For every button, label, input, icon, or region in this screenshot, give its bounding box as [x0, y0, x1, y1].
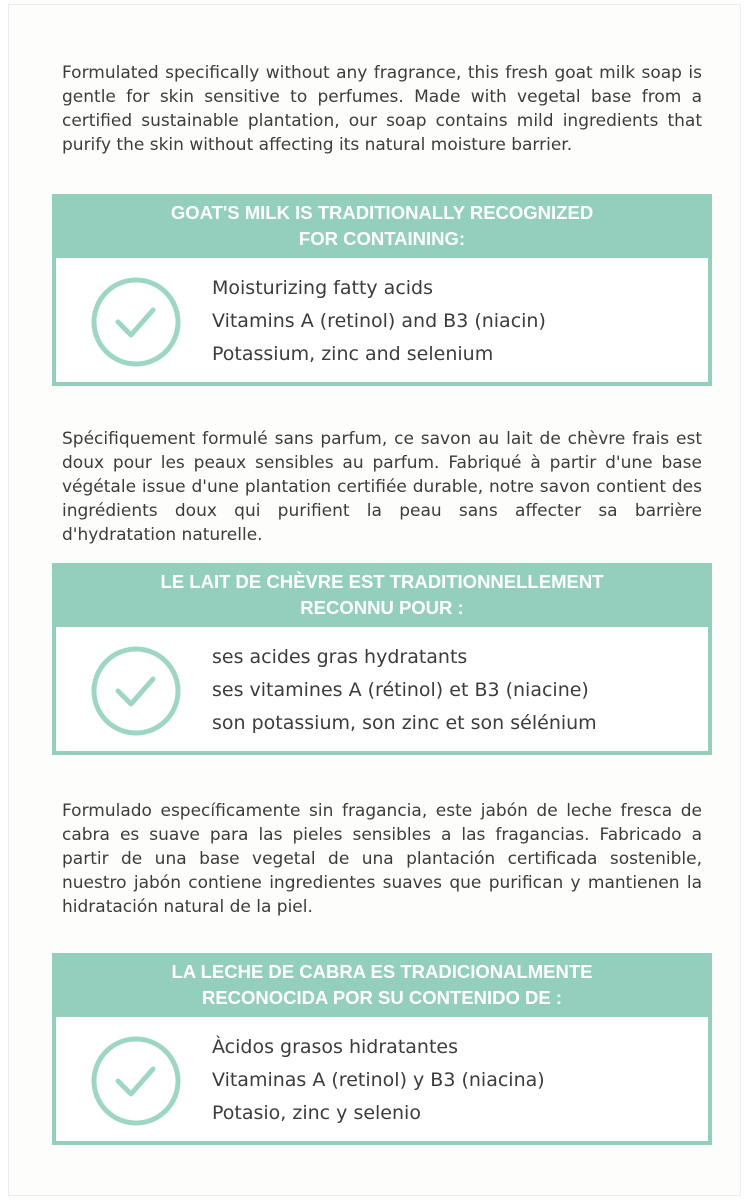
benefits-panel-french	[52, 563, 712, 755]
benefits-panel-spanish	[52, 953, 712, 1145]
panel-heading-line-2: RECONNU POUR :	[300, 597, 464, 618]
benefit-item: Potassium, zinc and selenium	[212, 343, 494, 365]
panel-heading-line-1: LE LAIT DE CHÈVRE EST TRADITIONNELLEMENT	[160, 571, 604, 592]
description-spanish: Formulado específicamente sin fragancia, este jabón de leche fresca de cabra es suave para las pieles sensibles a las fragancias. Fabricado a partir de una base vegetal de una plantación certificada sostenible, nuestro jabón contiene ingredientes suaves que purifican y mantienen la hidratación natural de la piel.	[62, 801, 702, 917]
check-circle-icon	[90, 276, 182, 368]
benefit-item: Àcidos grasos hidratantes	[212, 1036, 458, 1058]
description-french: Spécifiquement formulé sans parfum, ce savon au lait de chèvre frais est doux pour les peaux sensibles au parfum. Fabriqué à partir d'une base végétale issue d'une plantation certifiée durable, notre savon contient des ingrédients doux qui purifient la peau sans affecter sa barrière d'hydratation naturelle.	[62, 429, 702, 545]
check-circle-icon	[90, 1035, 182, 1127]
panel-heading-english	[56, 198, 708, 258]
description-english: Formulated specifically without any fragrance, this fresh goat milk soap is gentle for skin sensitive to perfumes. Made with vegetal base from a certified sustainable plantation, our soap contains mild ingredients that purify the skin without affecting its natural moisture barrier.	[62, 63, 702, 155]
benefit-item: Vitamins A (retinol) and B3 (niacin)	[212, 310, 546, 332]
benefit-item: Moisturizing fatty acids	[212, 277, 434, 299]
benefits-list-spanish	[212, 1031, 545, 1130]
benefits-list-english	[212, 272, 546, 371]
panel-heading-french	[56, 567, 708, 627]
benefits-panel-english	[52, 194, 712, 386]
panel-heading-line-2: RECONOCIDA POR SU CONTENIDO DE :	[201, 987, 563, 1008]
check-circle-icon	[90, 645, 182, 737]
benefit-item: son potassium, son zinc et son sélénium	[212, 712, 597, 734]
panel-heading-line-1: LA LECHE DE CABRA ES TRADICIONALMENTE	[171, 961, 593, 982]
benefit-item: Vitaminas A (retinol) y B3 (niacina)	[212, 1069, 545, 1091]
panel-heading-line-1: GOAT'S MILK IS TRADITIONALLY RECOGNIZED	[170, 202, 594, 223]
benefit-item: ses acides gras hydratants	[212, 646, 468, 668]
benefits-list-french	[212, 641, 597, 740]
benefit-item: Potasio, zinc y selenio	[212, 1102, 421, 1124]
panel-heading-line-2: FOR CONTAINING:	[298, 228, 466, 249]
benefit-item: ses vitamines A (rétinol) et B3 (niacine)	[212, 679, 589, 701]
panel-heading-spanish	[56, 957, 708, 1017]
